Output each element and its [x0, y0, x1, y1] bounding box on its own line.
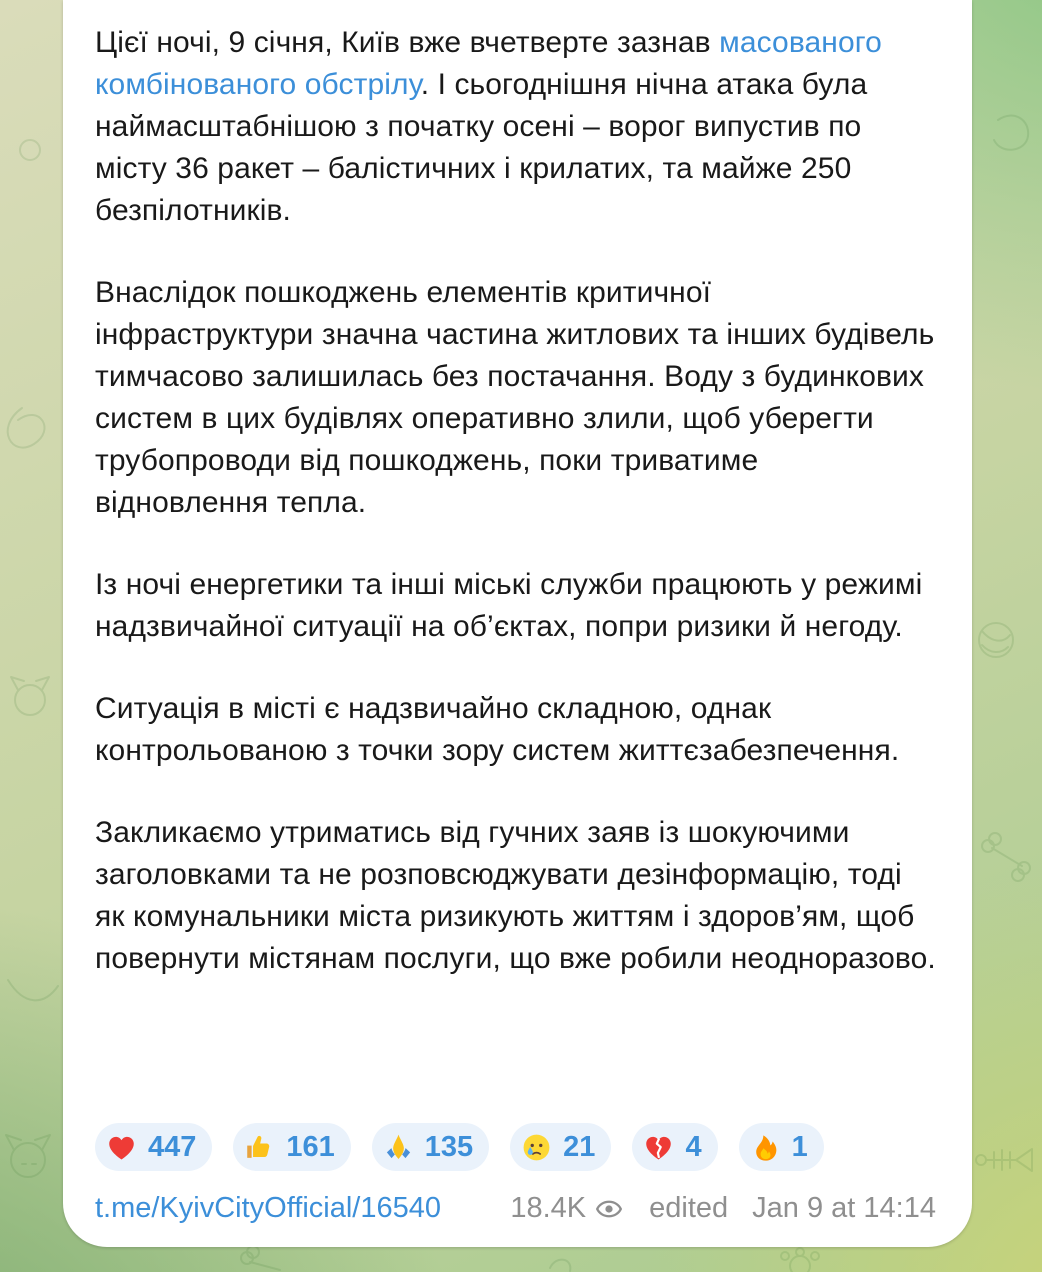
paragraph-text: . І сьогоднішня нічна атака була наймасштабнішою з початку осені – ворог випустив по місту 36 ракет – балістичних і крилатих, та майже 250 безпілотників. — [95, 68, 868, 227]
paragraph — [95, 272, 936, 524]
reaction-pill-crying-face[interactable] — [510, 1123, 611, 1171]
paragraph-text: Ситуація в місті є надзвичайно складною, однак контрольованою з точки зору систем життєзабезпечення. — [95, 692, 900, 767]
paragraph-text: Внаслідок пошкоджень елементів критичної інфраструктури значна частина житлових та інших будівель тимчасово залишилась без постачання. Воду з будинкових систем в цих будівлях оперативно злили, щоб уберегти трубопроводи від пошкоджень, поки триватиме відновлення тепла. — [95, 276, 935, 519]
reaction-count: 135 — [424, 1130, 474, 1163]
paragraph — [95, 22, 936, 232]
reaction-count: 4 — [685, 1130, 702, 1163]
post-link[interactable]: t.me/KyivCityOfficial/16540 — [95, 1192, 441, 1224]
reaction-count: 161 — [286, 1130, 335, 1163]
reaction-pill-praying-hands[interactable] — [372, 1123, 489, 1171]
crying-face-emoji — [521, 1132, 552, 1163]
message-bubble — [63, 0, 972, 1247]
reactions-row — [95, 1123, 936, 1171]
inline-link[interactable]: масованого комбінованого обстрілу — [95, 26, 882, 101]
paragraph-text: Цієї ночі, 9 січня, Київ вже вчетверте зазнав — [95, 26, 720, 59]
message-meta — [510, 1192, 936, 1225]
fire-emoji — [750, 1132, 781, 1163]
reaction-pill-fire[interactable] — [739, 1123, 824, 1171]
paragraph — [95, 564, 936, 648]
paragraph-text: Із ночі енергетики та інші міські служби працюють у режимі надзвичайної ситуації на об’єктах, попри ризики й негоду. — [95, 568, 923, 643]
paragraph-text: Закликаємо утриматись від гучних заяв із шокуючими заголовками та не розповсюджувати дезінформацію, тоді як комунальники міста ризикують життям і здоров’ям, щоб повернути містянам послуги, що вже робили неодноразово. — [95, 816, 936, 975]
edited-label: edited — [649, 1192, 729, 1224]
views-count: 18.4K — [510, 1192, 587, 1224]
message-footer — [95, 1192, 936, 1225]
heart-emoji — [106, 1132, 137, 1163]
reaction-count: 447 — [148, 1130, 197, 1163]
thumbs-up-emoji — [244, 1132, 275, 1163]
reaction-pill-broken-heart[interactable] — [632, 1123, 717, 1171]
praying-hands-emoji — [383, 1132, 414, 1163]
timestamp: Jan 9 at 14:14 — [752, 1192, 936, 1224]
reaction-count: 1 — [791, 1130, 808, 1163]
broken-heart-emoji — [643, 1132, 674, 1163]
eye-icon — [595, 1195, 623, 1223]
message-text — [95, 22, 936, 980]
message-bottom-group — [95, 1123, 936, 1225]
reaction-pill-heart[interactable] — [95, 1123, 212, 1171]
paragraph — [95, 688, 936, 772]
reaction-pill-thumbs-up[interactable] — [233, 1123, 350, 1171]
reaction-count: 21 — [563, 1130, 596, 1163]
paragraph — [95, 812, 936, 980]
